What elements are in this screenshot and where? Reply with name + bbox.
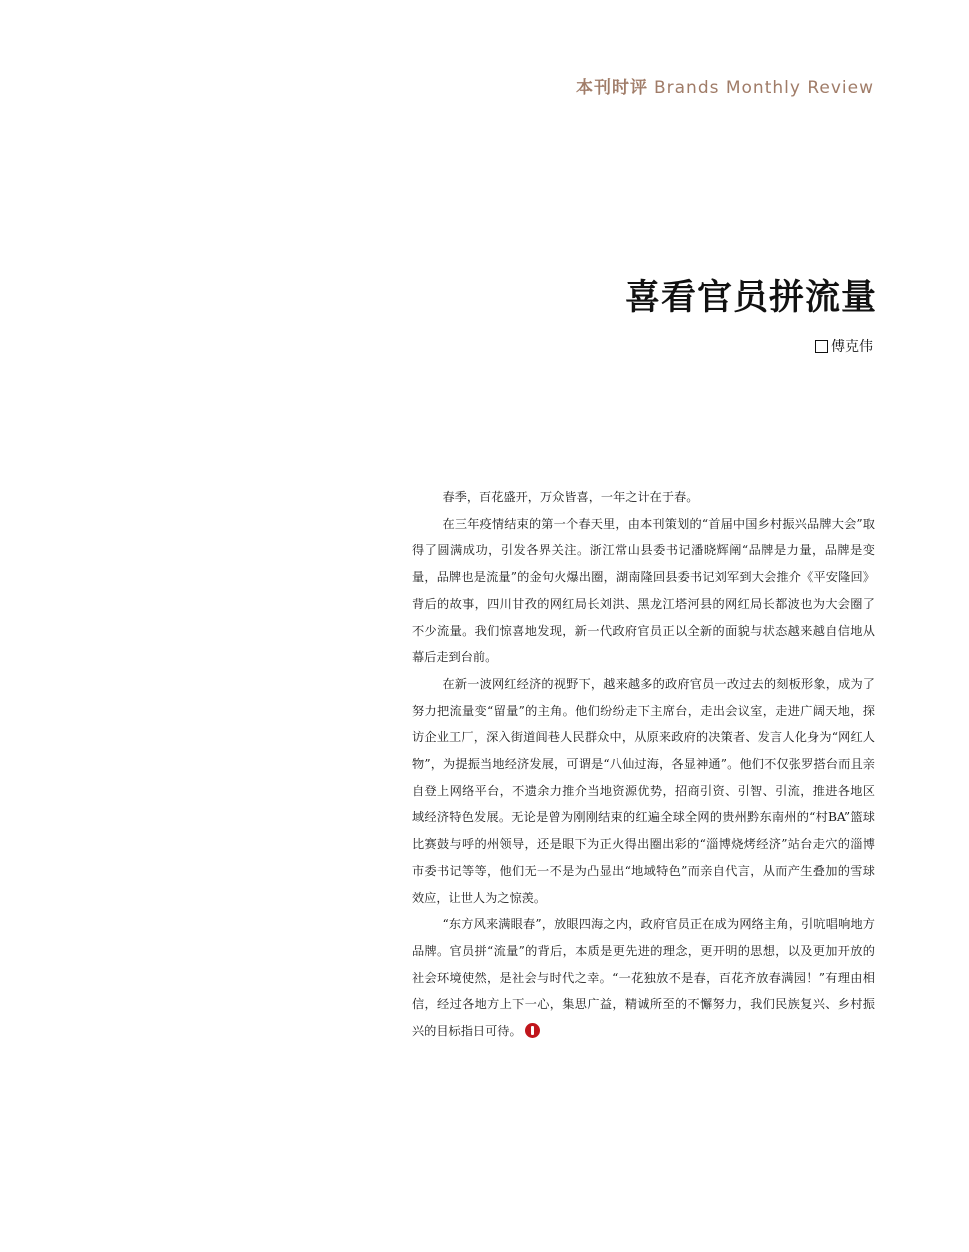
paragraph: 在三年疫情结束的第一个春天里，由本刊策划的“首届中国乡村振兴品牌大会”取得了圆满成功，引发各界关注。浙江常山县委书记潘晓辉阐“品牌是力量，品牌是变量，品牌也是流量”的金句火爆出圈，湖南隆回县委书记刘军到大会推介《平安隆回》背后的故事，四川甘孜的网红局长刘洪、黑龙江塔河县的网红局长都波也为大会圈了不少流量。我们惊喜地发现，新一代政府官员正以全新的面貌与状态越来越自信地从幕后走到台前。 xyxy=(412,516,875,665)
paragraph: 春季，百花盛开，万众皆喜，一年之计在于春。 xyxy=(442,490,699,504)
column-name-zh: 本刊时评 xyxy=(575,78,648,98)
paragraph xyxy=(412,911,875,1045)
column-name-en: Brands Monthly Review xyxy=(653,78,874,98)
paragraph: 在新一波网红经济的视野下，越来越多的政府官员一改过去的刻板形象，成为了努力把流量变“留量”的主角。他们纷纷走下主席台，走出会议室，走进广阔天地，探访企业工厂，深入街道闾巷人民群众中，从原来政府的决策者、发言人化身为“网红人物”，为提振当地经济发展，可谓是“八仙过海，各显神通”。他们不仅张罗搭台而且亲自登上网络平台，不遗余力推介当地资源优势，招商引资、引智、引流，推进各地区域经济特色发展。无论是曾为刚刚结束的红遍全球全网的贵州黔东南州的“村BA”篮球比赛鼓与呼的州领导，还是眼下为正火得出圈出彩的“淄博烧烤经济”站台走穴的淄博市委书记等等，他们无一不是为凸显出“地域特色”而亲自代言，从而产生叠加的雪球效应，让世人为之惊羡。 xyxy=(412,676,875,905)
byline xyxy=(815,336,873,356)
article-title: 喜看官员拼流量 xyxy=(624,278,877,318)
end-of-article-seal-icon xyxy=(525,1023,540,1038)
square-outline-icon xyxy=(815,340,828,353)
column-header xyxy=(576,73,874,98)
author-name: 傅克伟 xyxy=(831,339,873,355)
paragraph-text: “东方风来满眼春”，放眼四海之内，政府官员正在成为网络主角，引吭唱响地方品牌。官员拼“流量”的背后，本质是更先进的理念，更开明的思想，以及更加开放的社会环境使然，是社会与时代之幸。“一花独放不是春，百花齐放春满园！”有理由相信，经过各地方上下一心，集思广益，精诚所至的不懈努力，我们民族复兴、乡村振兴的目标指日可待。 xyxy=(412,917,875,1039)
article-body xyxy=(412,484,875,1045)
